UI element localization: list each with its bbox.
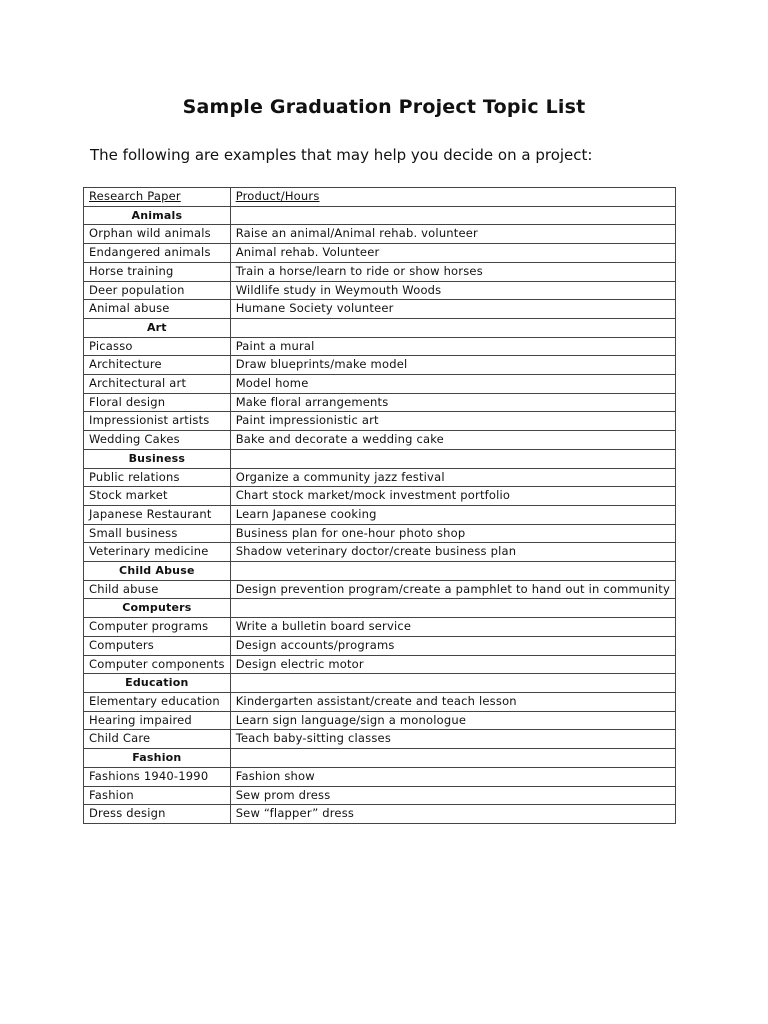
research-paper-cell: Public relations: [84, 468, 231, 487]
research-paper-cell: Dress design: [84, 805, 231, 824]
research-paper-cell: Orphan wild animals: [84, 225, 231, 244]
table-row: [84, 393, 676, 412]
product-hours-cell: Fashion show: [230, 767, 675, 786]
category-label: Art: [84, 318, 231, 337]
product-hours-cell: Chart stock market/mock investment portfolio: [230, 487, 675, 506]
category-empty-cell: [230, 674, 675, 693]
research-paper-cell: Animal abuse: [84, 300, 231, 319]
product-hours-cell: Bake and decorate a wedding cake: [230, 431, 675, 450]
table-row: [84, 225, 676, 244]
product-hours-cell: Design accounts/programs: [230, 636, 675, 655]
product-hours-cell: Sew prom dress: [230, 786, 675, 805]
table-row: [84, 580, 676, 599]
category-row: [84, 206, 676, 225]
product-hours-cell: Humane Society volunteer: [230, 300, 675, 319]
research-paper-cell: Child Care: [84, 730, 231, 749]
table-header-row: [84, 188, 676, 207]
research-paper-cell: Picasso: [84, 337, 231, 356]
table-row: [84, 487, 676, 506]
research-paper-cell: Architecture: [84, 356, 231, 375]
research-paper-cell: Horse training: [84, 262, 231, 281]
research-paper-cell: Computer components: [84, 655, 231, 674]
category-empty-cell: [230, 562, 675, 581]
table-row: [84, 524, 676, 543]
table-row: [84, 730, 676, 749]
table-row: [84, 262, 676, 281]
table-row: [84, 337, 676, 356]
research-paper-cell: Child abuse: [84, 580, 231, 599]
intro-text: The following are examples that may help you decide on a project:: [90, 146, 593, 164]
research-paper-cell: Stock market: [84, 487, 231, 506]
research-paper-cell: Hearing impaired: [84, 711, 231, 730]
category-label: Computers: [84, 599, 231, 618]
research-paper-cell: Wedding Cakes: [84, 431, 231, 450]
table-row: [84, 655, 676, 674]
category-label: Child Abuse: [84, 562, 231, 581]
research-paper-cell: Floral design: [84, 393, 231, 412]
research-paper-cell: Computers: [84, 636, 231, 655]
table-row: [84, 468, 676, 487]
category-empty-cell: [230, 599, 675, 618]
category-row: [84, 749, 676, 768]
research-paper-cell: Architectural art: [84, 375, 231, 394]
table-row: [84, 244, 676, 263]
research-paper-cell: Computer programs: [84, 618, 231, 637]
product-hours-cell: Kindergarten assistant/create and teach lesson: [230, 692, 675, 711]
product-hours-cell: Organize a community jazz festival: [230, 468, 675, 487]
table-row: [84, 375, 676, 394]
product-hours-cell: Animal rehab. Volunteer: [230, 244, 675, 263]
category-row: [84, 599, 676, 618]
research-paper-cell: Deer population: [84, 281, 231, 300]
research-paper-cell: Impressionist artists: [84, 412, 231, 431]
product-hours-cell: Shadow veterinary doctor/create business plan: [230, 543, 675, 562]
table-row: [84, 767, 676, 786]
product-hours-cell: Wildlife study in Weymouth Woods: [230, 281, 675, 300]
table-row: [84, 618, 676, 637]
product-hours-cell: Learn Japanese cooking: [230, 505, 675, 524]
table-row: [84, 412, 676, 431]
product-hours-cell: Teach baby-sitting classes: [230, 730, 675, 749]
table-row: [84, 636, 676, 655]
table-row: [84, 431, 676, 450]
table-row: [84, 505, 676, 524]
topic-table: [83, 187, 676, 824]
table-row: [84, 543, 676, 562]
category-label: Education: [84, 674, 231, 693]
product-hours-cell: Business plan for one-hour photo shop: [230, 524, 675, 543]
category-empty-cell: [230, 206, 675, 225]
product-hours-cell: Model home: [230, 375, 675, 394]
table-row: [84, 805, 676, 824]
research-paper-cell: Small business: [84, 524, 231, 543]
product-hours-cell: Paint a mural: [230, 337, 675, 356]
product-hours-cell: Design prevention program/create a pamphlet to hand out in community: [230, 580, 675, 599]
category-label: Animals: [84, 206, 231, 225]
category-empty-cell: [230, 749, 675, 768]
category-row: [84, 674, 676, 693]
category-row: [84, 562, 676, 581]
product-hours-cell: Design electric motor: [230, 655, 675, 674]
product-hours-cell: Write a bulletin board service: [230, 618, 675, 637]
product-hours-cell: Make floral arrangements: [230, 393, 675, 412]
research-paper-cell: Fashion: [84, 786, 231, 805]
product-hours-cell: Paint impressionistic art: [230, 412, 675, 431]
research-paper-cell: Endangered animals: [84, 244, 231, 263]
table-row: [84, 281, 676, 300]
table-row: [84, 786, 676, 805]
header-product-hours: Product/Hours: [230, 188, 675, 207]
category-row: [84, 318, 676, 337]
header-research-paper: Research Paper: [84, 188, 231, 207]
product-hours-cell: Sew “flapper” dress: [230, 805, 675, 824]
category-label: Fashion: [84, 749, 231, 768]
product-hours-cell: Learn sign language/sign a monologue: [230, 711, 675, 730]
product-hours-cell: Draw blueprints/make model: [230, 356, 675, 375]
table-row: [84, 711, 676, 730]
research-paper-cell: Elementary education: [84, 692, 231, 711]
research-paper-cell: Veterinary medicine: [84, 543, 231, 562]
table-row: [84, 692, 676, 711]
page-title: Sample Graduation Project Topic List: [182, 96, 586, 118]
category-empty-cell: [230, 449, 675, 468]
research-paper-cell: Japanese Restaurant: [84, 505, 231, 524]
product-hours-cell: Train a horse/learn to ride or show horses: [230, 262, 675, 281]
research-paper-cell: Fashions 1940-1990: [84, 767, 231, 786]
category-row: [84, 449, 676, 468]
product-hours-cell: Raise an animal/Animal rehab. volunteer: [230, 225, 675, 244]
category-label: Business: [84, 449, 231, 468]
topic-table-body: [84, 188, 676, 824]
category-empty-cell: [230, 318, 675, 337]
table-row: [84, 300, 676, 319]
table-row: [84, 356, 676, 375]
